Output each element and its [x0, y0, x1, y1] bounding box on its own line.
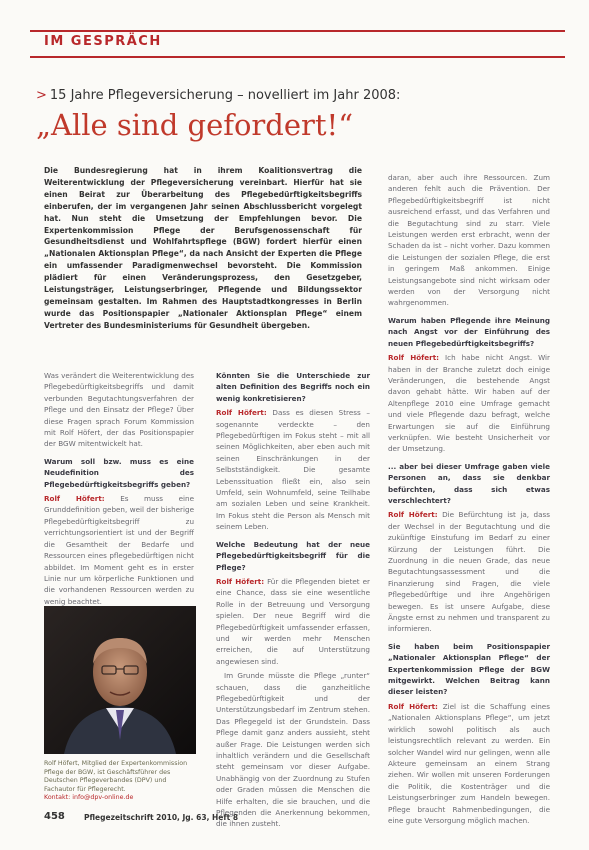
answer: Rolf Höfert: Die Befürchtung ist ja, dass der Wechsel in der Begutachtung und die zukünftige Einstufung im Bedarf zu einer Kürzung der Leistungen führt. Die Zuordnung in die neuen Grade, das neue Begutachtungsassessment und die Finanzierung sind Fragen, die viele Pflegebedürftige und ihre Angehörigen bewegen. Es ist unsere Aufgabe, diese Ängste ernst zu nehmen und transparent zu informieren.: [388, 510, 550, 634]
answer: Rolf Höfert: Ich habe nicht Angst. Wir haben in der Branche zuletzt doch einige Veränderungen, die bestehende Angst davon gehabt hätte. Wir haben auf der Altenpflege 2010 eine Umfrage gemacht und viele Pflegende dazu befragt, welche Erwartungen sie auf die Einführung verknüpfen. Wie besteht Unsicherheit vor der Umsetzung.: [388, 353, 550, 454]
question: Welche Bedeutung hat der neue Pflegebedürftigkeitsbegriff für die Pflege?: [216, 539, 370, 572]
question: Warum haben Pflegende ihre Meinung nach Angst vor der Einführung des neuen Pflegebedürftigkeitsbegriffs?: [388, 315, 550, 348]
kicker-text: 15 Jahre Pflegeversicherung – novelliert im Jahr 2008:: [49, 88, 401, 103]
speaker-label: Rolf Höfert:: [388, 701, 438, 711]
question: Könnten Sie die Unterschiede zur alten Definition des Begriffs noch ein wenig konkretisieren?: [216, 371, 370, 403]
rubric-top-rule: [30, 30, 565, 32]
answer: Rolf Höfert: Es muss eine Grunddefinition geben, weil der bisherige Pflegebedürftigkeitsbegriff zu verrichtungsorientiert ist und der Begriff die Gesamtheit der Bedarfe und Ressourcen eines pflegebedürftigen nicht abbildet. Im Moment geht es in erster Linie nur um körperliche Funktionen und die vorhandenen Ressourcen werden zu wenig beachtet.: [44, 494, 194, 606]
intro-paragraph: Die Bundesregierung hat in ihrem Koalitionsvertrag die Weiterentwicklung der Pflegeversicherung vereinbart. Hierfür hat sie einen Beirat zur Überarbeitung des Pflegebedürftigkeitsbegriffs einberufen, der im vergangenen Jahr seinen Abschlussbericht vorgelegt hat. Nun steht die Umsetzung der Empfehlungen bevor. Die Expertenkommission Pflege der Berufsgenossenschaft für Gesundheitsdienst und Wohlfahrtspflege (BGW) fordert hierfür einen „Nationalen Aktionsplan Pflege“, da nach Ansicht der Experten die Pflege ein umfassender Paradigmenwechsel bevorsteht. Die Kommission plädiert für einen Veränderungsprozess, den Gesetzgeber, Leistungsträger, Leistungserbringer, Pflegende und Bildungssektor gemeinsam gestalten. Im Rahmen des Hauptstadtkongresses in Berlin wurde das Positionspapier „Nationaler Aktionsplan Pflege“ einem Vertreter des Bundesministeriums für Gesundheit übergeben.: [44, 166, 362, 330]
answer-continued: Im Grunde müsste die Pflege „runter“ schauen, dass die ganzheitliche Pflegebedürftigkeit und der Unterstützungsbedarf im Zentrum stehen. Das Pflegegeld ist der Grundstein. Dass Pflege damit ganz anders aussieht, steht außer Frage. Die Leistungen werden sich inhaltlich verändern und die Gesellschaft steht gemeinsam vor dieser Aufgabe. Unabhängig von der Zuordnung zu Stufen oder Graden müssen die Menschen die Hilfe erhalten, die sie brauchen, und die Pflegenden die Anerkennung bekommen, die ihnen zusteht.: [216, 671, 370, 829]
speaker-label: Rolf Höfert:: [216, 408, 267, 418]
photo-caption: [44, 760, 196, 803]
lead-paragraph: Was verändert die Weiterentwicklung des Pflegebedürftigkeitsbegriffs und damit verbunden Begutachtungsverfahren der Pflege und den Einsatz der Pflege? Über diese Fragen sprach Forum Kommission mit Rolf Höfert, der das Positionspapier der BGW mitentwickelt hat.: [44, 371, 194, 449]
question: ... aber bei dieser Umfrage gaben viele Personen an, dass sie denkbar befürchten, dass sich etwas verschlechtert?: [388, 461, 550, 505]
portrait-photo: [44, 606, 196, 754]
speaker-label: Rolf Höfert:: [388, 353, 440, 363]
paragraph-continued: daran, aber auch ihre Ressourcen. Zum anderen fehlt auch die Prävention. Der Pflegebedürftigkeitsbegriff ist nicht ausreichend erfasst, und das Verfahren und die Begutachtung sind zu starr. Viele Leistungen werden erst erbracht, wenn der Schaden da ist – nicht vorher. Dazu kommen die Leistungen der sozialen Pflege, die erst in geringem Maß ankommen. Einige Leistungsangebote sind nicht wirksam oder werden von der Versorgung nicht wahrgenommen.: [388, 173, 550, 308]
speaker-label: Rolf Höfert:: [388, 510, 438, 520]
answer: Rolf Höfert: Für die Pflegenden bietet er eine Chance, dass sie eine wesentliche Rolle in der Betreuung und Versorgung spielen. Der neue Begriff wird die Pflegebedürftigkeit umfassender erfassen, und wir werden mehr Menschen erreichen, die auf Unterstützung angewiesen sind.: [216, 576, 370, 666]
portrait-image: [44, 606, 196, 754]
speaker-label: Rolf Höfert:: [216, 576, 265, 586]
speaker-label: Rolf Höfert:: [44, 494, 105, 504]
rubric-bottom-rule: [30, 56, 565, 58]
question: Sie haben beim Positionspapier „Nationaler Aktionsplan Pflege“ der Expertenkommission Pflege der BGW mitgewirkt. Welchen Beitrag kann dieser leisten?: [388, 641, 550, 697]
caption-contact: Kontakt: info@dpv-online.de: [44, 794, 134, 802]
column-2: [216, 370, 370, 833]
page-number: 458: [44, 811, 65, 822]
rubric-label: IM GESPRÄCH: [44, 34, 162, 49]
column-3: [388, 172, 550, 829]
headline: „Alle sind gefordert!“: [36, 108, 354, 142]
kicker: [36, 88, 400, 103]
caption-text: Rolf Höfert, Mitglied der Expertenkommission Pflege der BGW, ist Geschäftsführer des Deutschen Pflegeverbandes (DPV) und Fachautor für Pflegerecht.: [44, 760, 188, 793]
question: Warum soll bzw. muss es eine Neudefinition des Pflegebedürftigkeitsbegriffs geben?: [44, 456, 194, 489]
answer: Rolf Höfert: Ziel ist die Schaffung eines „Nationalen Aktionsplans Pflege“, um jetzt wirklich sowohl politisch als auch leistungsrechtlich relevant zu werden. Ein solcher Wandel wird nur gelingen, wenn alle Akteure gemeinsam an einem Strang ziehen. Wir wollen mit unseren Forderungen die Politik, die Kostenträger und die Leistungserbringer zum Handeln bewegen. Pflege braucht Rahmenbedingungen, die eine gute Versorgung möglich machen.: [388, 701, 550, 825]
column-1: [44, 370, 194, 610]
kicker-arrow-icon: >: [36, 88, 47, 103]
answer: Rolf Höfert: Dass es diesen Stress – sogenannte verdeckte – den Pflegebedürftigen im Fokus steht – mit all seinen Möglichkeiten, aber eben auch mit seinen Einschränkungen in der Selbstständigkeit. Die gesamte Lebenssituation fließt ein, also sein Umfeld, sein Wohnumfeld, seine Teilhabe am sozialen Leben und seine Krankheit. Im Fokus steht die Person als Mensch mit seinem Leben.: [216, 408, 370, 532]
journal-reference: Pflegezeitschrift 2010, Jg. 63, Heft 8: [84, 813, 239, 822]
